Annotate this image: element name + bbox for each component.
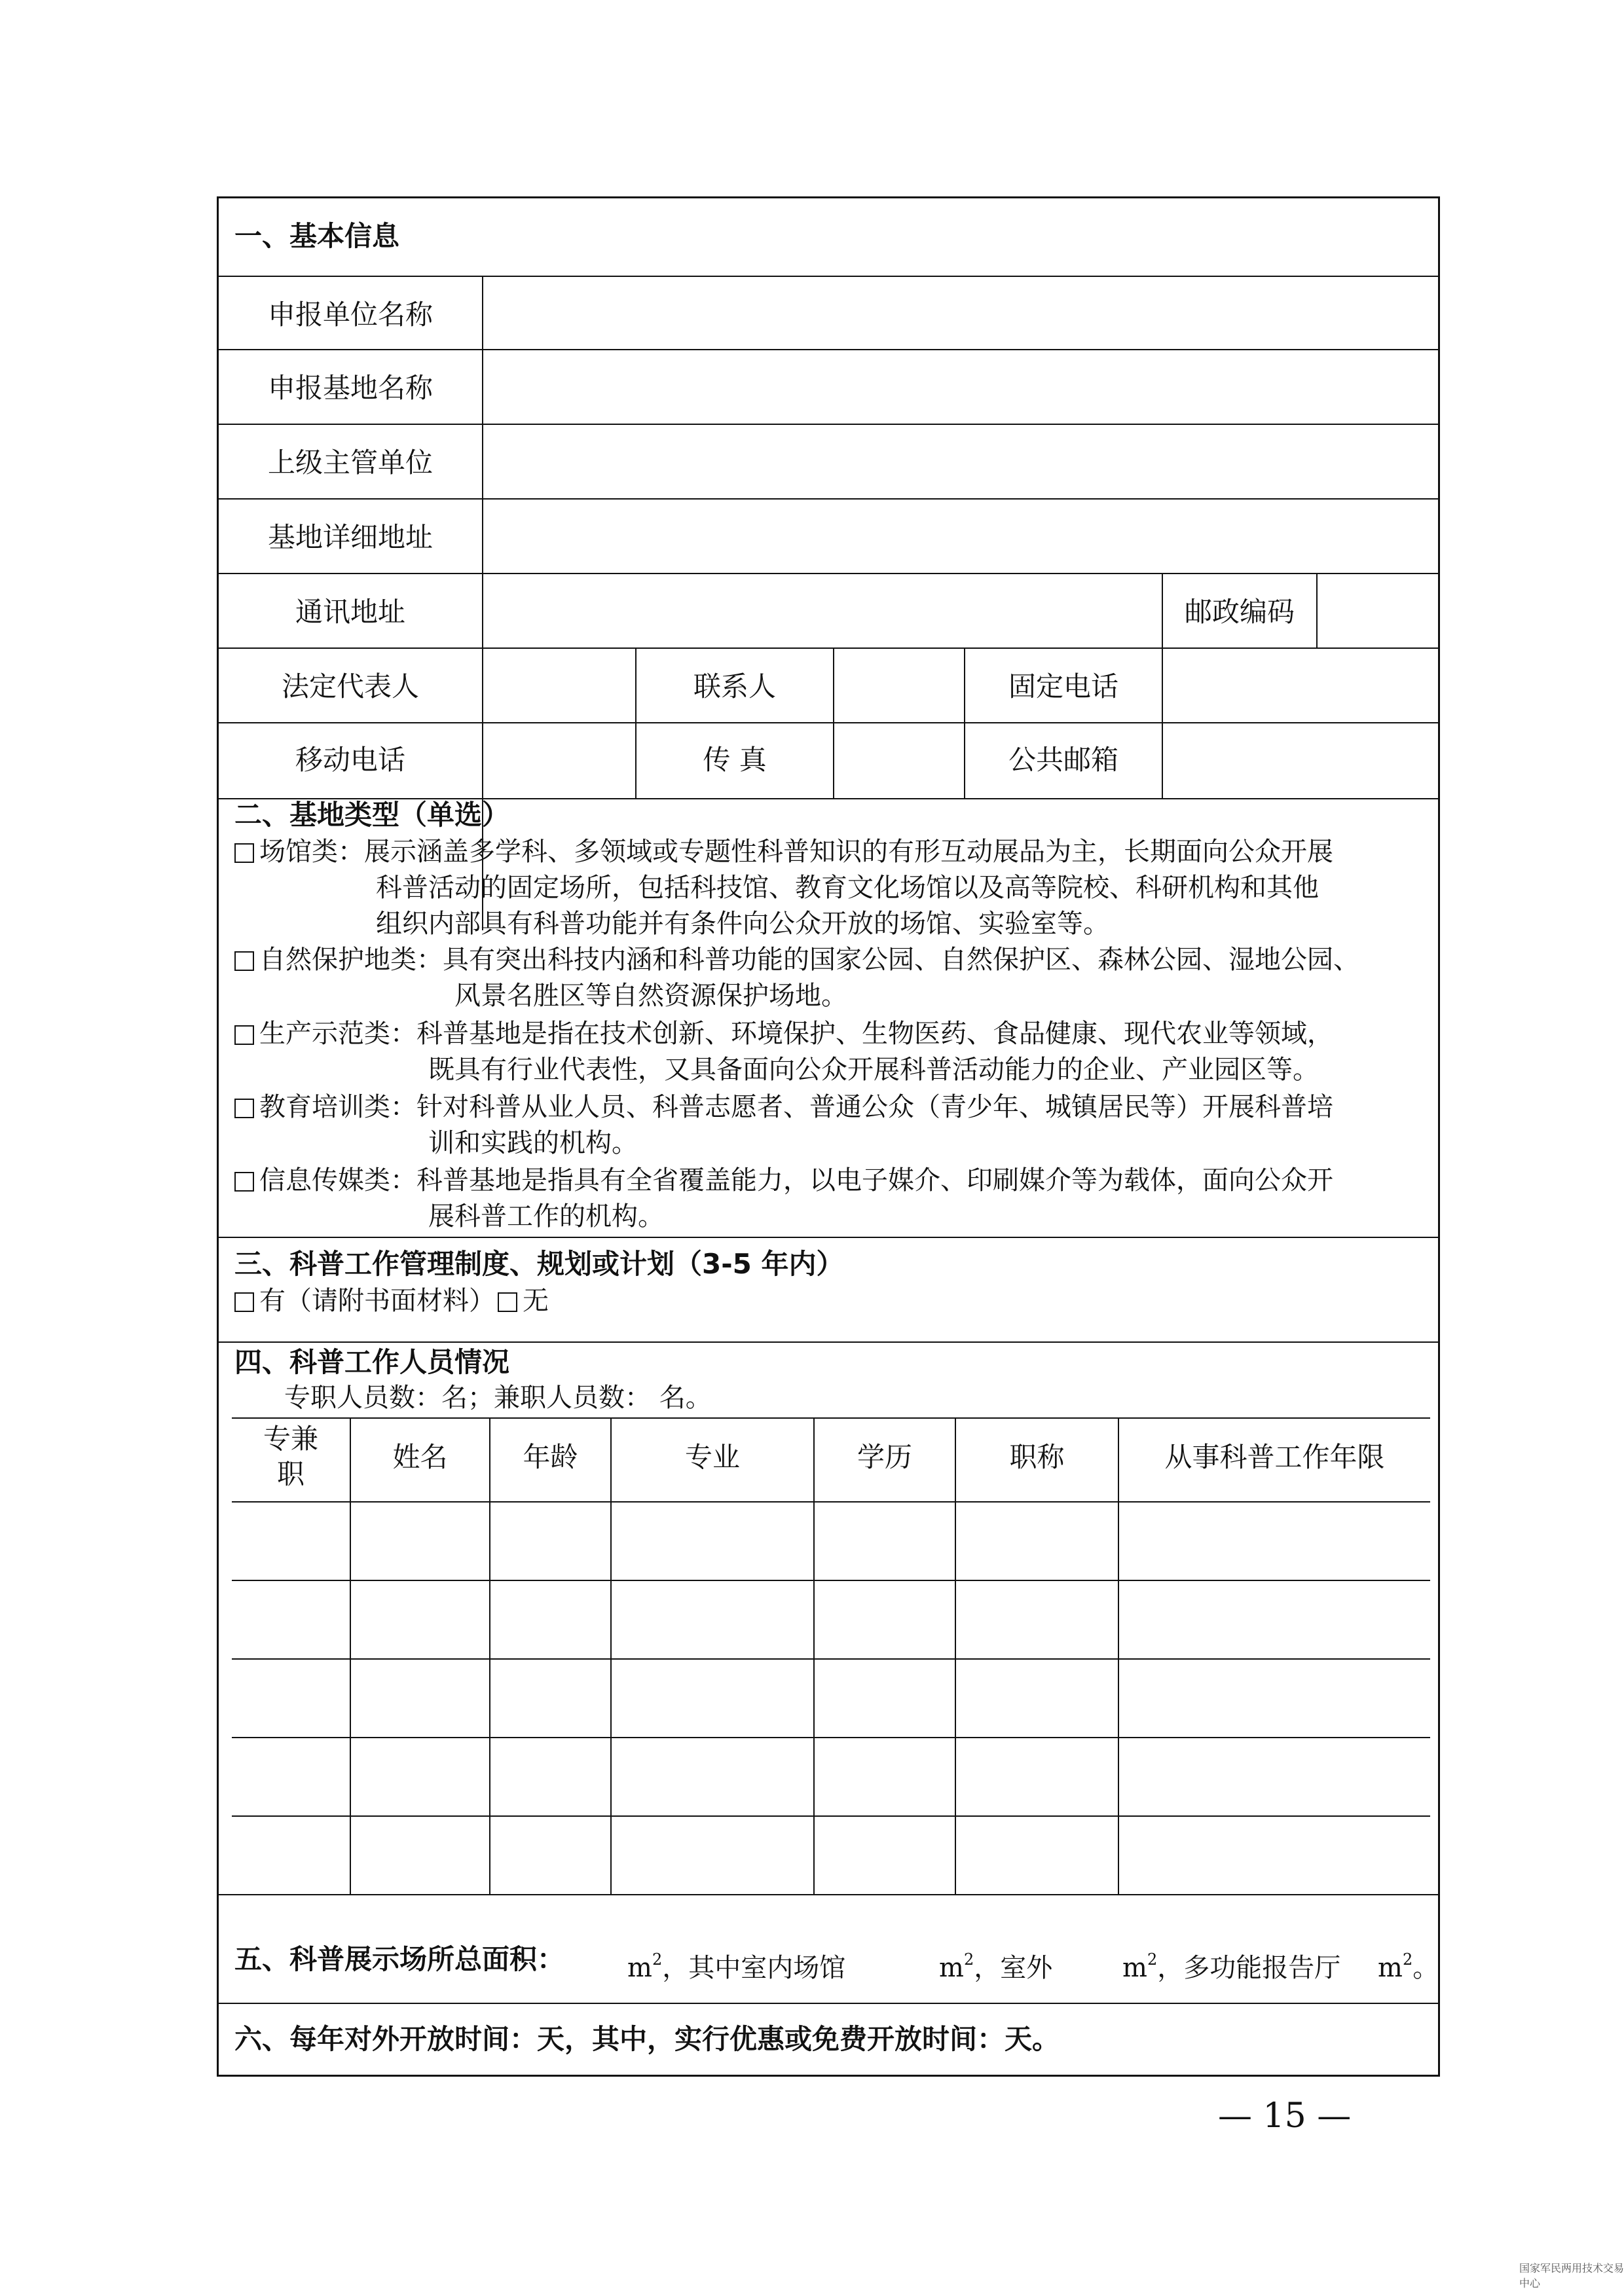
col-header-age: 年龄 bbox=[523, 1441, 578, 1473]
checkbox[interactable] bbox=[234, 951, 254, 971]
col-header-education: 学历 bbox=[857, 1441, 912, 1473]
section3-title: 三、科普工作管理制度、规划或计划（3-5 年内） bbox=[234, 1248, 844, 1280]
col-header-type: 专兼 职 bbox=[263, 1423, 318, 1490]
option-media-line: 展科普工作的机构。 bbox=[428, 1201, 664, 1231]
total-area-unit: $m^2$，其中室内场馆 bbox=[627, 1950, 846, 1983]
option-education[interactable]: 教育培训类：针对科普从业人员、科普志愿者、普通公众（青少年、城镇居民等）开展科普培 bbox=[234, 1089, 1333, 1125]
section5-title: 五、科普展示场所总面积： bbox=[234, 1943, 565, 1975]
contact-label: 联系人 bbox=[693, 670, 776, 702]
page-number: — 15 — bbox=[1218, 2096, 1352, 2136]
option-education-line: 训和实践的机构。 bbox=[428, 1128, 638, 1158]
option-venue[interactable]: 场馆类：展示涵盖多学科、多领域或专题性科普知识的有形互动展品为主，长期面向公众开展 bbox=[234, 833, 1333, 870]
divider bbox=[232, 1658, 1430, 1660]
base-name-label: 申报基地名称 bbox=[267, 372, 433, 404]
divider bbox=[232, 1580, 1430, 1581]
divider bbox=[489, 1417, 490, 1894]
checkbox[interactable] bbox=[234, 1099, 254, 1118]
divider bbox=[219, 1341, 1438, 1343]
divider bbox=[219, 1237, 1438, 1238]
section1-title: 一、基本信息 bbox=[234, 220, 400, 252]
divider bbox=[232, 1501, 1430, 1503]
base-address-label: 基地详细地址 bbox=[267, 521, 433, 553]
option-nature-line: 风景名胜区等自然资源保护场地。 bbox=[454, 981, 847, 1011]
legal-rep-label: 法定代表人 bbox=[281, 670, 419, 702]
section4-title: 四、科普工作人员情况 bbox=[234, 1346, 510, 1378]
staff-summary: 专职人员数：名；兼职人员数： 名。 bbox=[284, 1383, 712, 1413]
divider bbox=[232, 1417, 1430, 1419]
col-header-major: 专业 bbox=[684, 1441, 740, 1473]
mobile-label: 移动电话 bbox=[295, 744, 405, 776]
outdoor-area-unit: $m^2$，多功能报告厅 bbox=[1122, 1950, 1341, 1983]
fixed-phone-field[interactable] bbox=[1163, 649, 1437, 721]
postcode-field[interactable] bbox=[1318, 574, 1437, 646]
option-nature-reserve[interactable]: 自然保护地类：具有突出科技内涵和科普功能的国家公园、自然保护区、森林公园、湿地公园、 bbox=[234, 941, 1359, 978]
checkbox[interactable] bbox=[234, 1025, 254, 1045]
fax-field[interactable] bbox=[834, 723, 964, 797]
legal-rep-field[interactable] bbox=[483, 649, 634, 721]
section6-title: 六、每年对外开放时间：天，其中，实行优惠或免费开放时间：天。 bbox=[234, 2023, 1060, 2055]
base-address-field[interactable] bbox=[483, 500, 1437, 572]
fixed-phone-label: 固定电话 bbox=[1008, 670, 1118, 702]
mobile-field[interactable] bbox=[483, 723, 634, 797]
checkbox-no[interactable] bbox=[498, 1292, 517, 1312]
option-venue-line: 科普活动的固定场所，包括科技馆、教育文化场馆以及高等院校、科研机构和其他 bbox=[376, 873, 1319, 903]
fax-label: 传 真 bbox=[703, 744, 767, 776]
checkbox[interactable] bbox=[234, 1172, 254, 1192]
divider bbox=[955, 1417, 956, 1894]
unit-name-field[interactable] bbox=[483, 277, 1437, 349]
base-name-field[interactable] bbox=[483, 350, 1437, 422]
option-production-line: 既具有行业代表性，又具备面向公众开展科普活动能力的企业、产业园区等。 bbox=[428, 1055, 1319, 1085]
divider bbox=[232, 1815, 1430, 1817]
divider bbox=[813, 1417, 815, 1894]
divider bbox=[610, 1417, 612, 1894]
footer-text: 国家军民两用技术交易中心 bbox=[1519, 2262, 1624, 2289]
postcode-label: 邮政编码 bbox=[1184, 596, 1295, 628]
divider bbox=[1118, 1417, 1119, 1894]
section2-title: 二、基地类型（单选） bbox=[234, 799, 510, 831]
col-header-name: 姓名 bbox=[392, 1441, 448, 1473]
unit-name-label: 申报单位名称 bbox=[267, 299, 433, 331]
hall-area-unit: $m^2$。 bbox=[1378, 1950, 1439, 1983]
indoor-area-unit: $m^2$，室外 bbox=[939, 1950, 1053, 1983]
divider bbox=[219, 1894, 1438, 1895]
checkbox[interactable] bbox=[234, 843, 254, 863]
supervisor-unit-label: 上级主管单位 bbox=[267, 446, 433, 479]
email-field[interactable] bbox=[1163, 723, 1437, 797]
option-media[interactable]: 信息传媒类：科普基地是指具有全省覆盖能力，以电子媒介、印刷媒介等为载体，面向公众开 bbox=[234, 1162, 1333, 1199]
option-production[interactable]: 生产示范类：科普基地是指在技术创新、环境保护、生物医药、食品健康、现代农业等领域， bbox=[234, 1015, 1333, 1052]
option-venue-line: 组织内部具有科普功能并有条件向公众开放的场馆、实验室等。 bbox=[376, 909, 1109, 939]
mail-address-label: 通讯地址 bbox=[295, 596, 405, 628]
email-label: 公共邮箱 bbox=[1008, 744, 1118, 776]
application-form bbox=[217, 196, 1440, 2077]
col-header-years: 从事科普工作年限 bbox=[1164, 1441, 1385, 1473]
col-header-title: 职称 bbox=[1009, 1441, 1065, 1473]
checkbox-yes[interactable] bbox=[234, 1292, 254, 1312]
plan-options: 有（请附书面材料） 无 bbox=[234, 1283, 549, 1319]
divider bbox=[219, 2003, 1438, 2004]
supervisor-unit-field[interactable] bbox=[483, 425, 1437, 497]
divider bbox=[232, 1737, 1430, 1738]
contact-field[interactable] bbox=[834, 649, 964, 721]
divider bbox=[350, 1417, 351, 1894]
